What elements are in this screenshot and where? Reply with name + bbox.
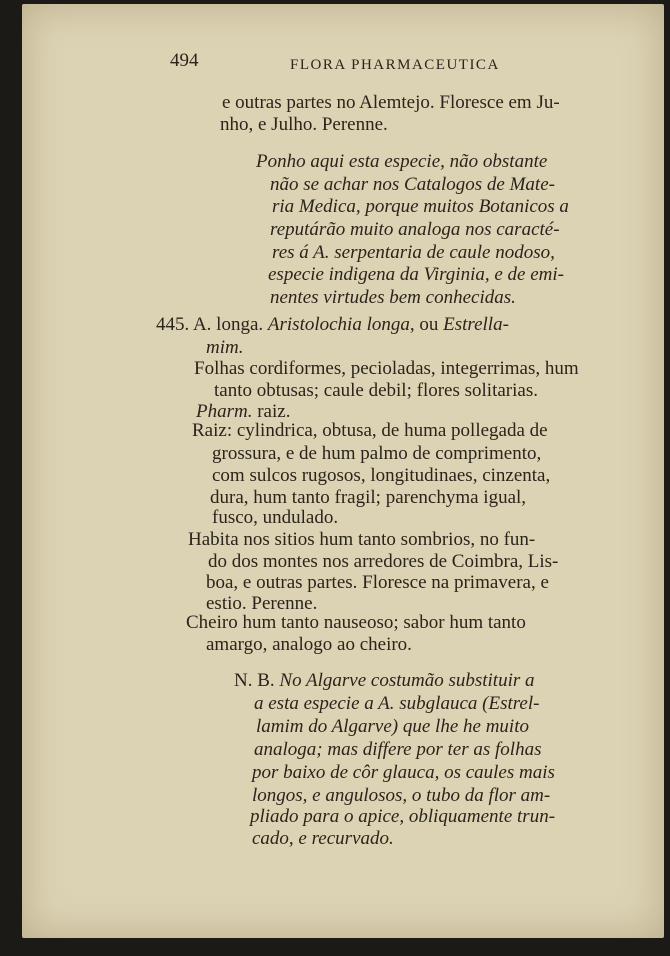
pharm-text: raiz. xyxy=(257,401,291,422)
running-title: FLORA PHARMACEUTICA xyxy=(290,57,500,73)
note-line: especie indigena da Virginia, e de emi- xyxy=(268,264,564,285)
entry-common-name-cont: mim. xyxy=(206,337,244,358)
text-line: com sulcos rugosos, longitudinaes, cinzenta, xyxy=(212,465,551,486)
text-line: fusco, undulado. xyxy=(212,507,339,528)
note-line: Ponho aqui esta especie, não obstante xyxy=(256,151,548,172)
nb-text: No Algarve costumão substituir a xyxy=(279,670,535,691)
text-line: dura, hum tanto fragil; parenchyma igual, xyxy=(210,487,527,508)
text-line: boa, e outras partes. Floresce na primavera, e xyxy=(206,572,549,593)
text-line: tanto obtusas; caule debil; flores solitarias. xyxy=(214,380,538,401)
nb-label: N. B. xyxy=(234,670,275,691)
nb-line: por baixo de côr glauca, os caules mais xyxy=(252,762,555,783)
text-line: do dos montes nos arredores de Coimbra, Lis- xyxy=(208,551,559,572)
text-line: Folhas cordiformes, pecioladas, integerrimas, hum xyxy=(194,358,579,379)
entry-common-name: Estrella- xyxy=(443,314,509,335)
entry-number: 445. xyxy=(156,314,190,335)
nb-line: a esta especie a A. subglauca (Estrel- xyxy=(254,693,540,714)
page-number: 494 xyxy=(170,50,199,71)
nb-line: lamim do Algarve) que lhe he muito xyxy=(256,716,529,737)
nb-line: analoga; mas differe por ter as folhas xyxy=(254,739,542,760)
note-line: res á A. serpentaria de caule nodoso, xyxy=(272,242,555,263)
nb-line: longos, e angulosos, o tubo da flor am- xyxy=(252,785,551,806)
entry-heading xyxy=(156,314,509,336)
entry-latin-name: Aristolochia longa xyxy=(267,314,410,335)
text-line: estio. Perenne. xyxy=(206,593,318,614)
text-line: grossura, e de hum palmo de comprimento, xyxy=(212,443,542,464)
pharm-label: Pharm. xyxy=(196,401,253,422)
nb-line: cado, e recurvado. xyxy=(252,828,394,849)
text-line: e outras partes no Alemtejo. Floresce em Ju- xyxy=(222,92,560,113)
note-line: não se achar nos Catalogos de Mate- xyxy=(270,174,555,195)
text-line: amargo, analogo ao cheiro. xyxy=(206,634,412,655)
entry-or: , ou xyxy=(409,314,439,335)
text-line: Cheiro hum tanto nauseoso; sabor hum tanto xyxy=(186,612,526,633)
text-line: Habita nos sitios hum tanto sombrios, no fun- xyxy=(188,529,536,550)
note-line: reputárão muito analoga nos caracté- xyxy=(270,219,560,240)
text-line: Raiz: cylindrica, obtusa, de huma pollegada de xyxy=(192,420,548,441)
note-line: nentes virtudes bem conhecidas. xyxy=(270,287,516,308)
text-line: nho, e Julho. Perenne. xyxy=(220,114,388,135)
note-line: ria Medica, porque muitos Botanicos a xyxy=(272,196,569,217)
nb-line xyxy=(234,670,535,692)
entry-name: A. longa. xyxy=(192,314,264,335)
nb-line: pliado para o apice, obliquamente trun- xyxy=(250,806,556,827)
